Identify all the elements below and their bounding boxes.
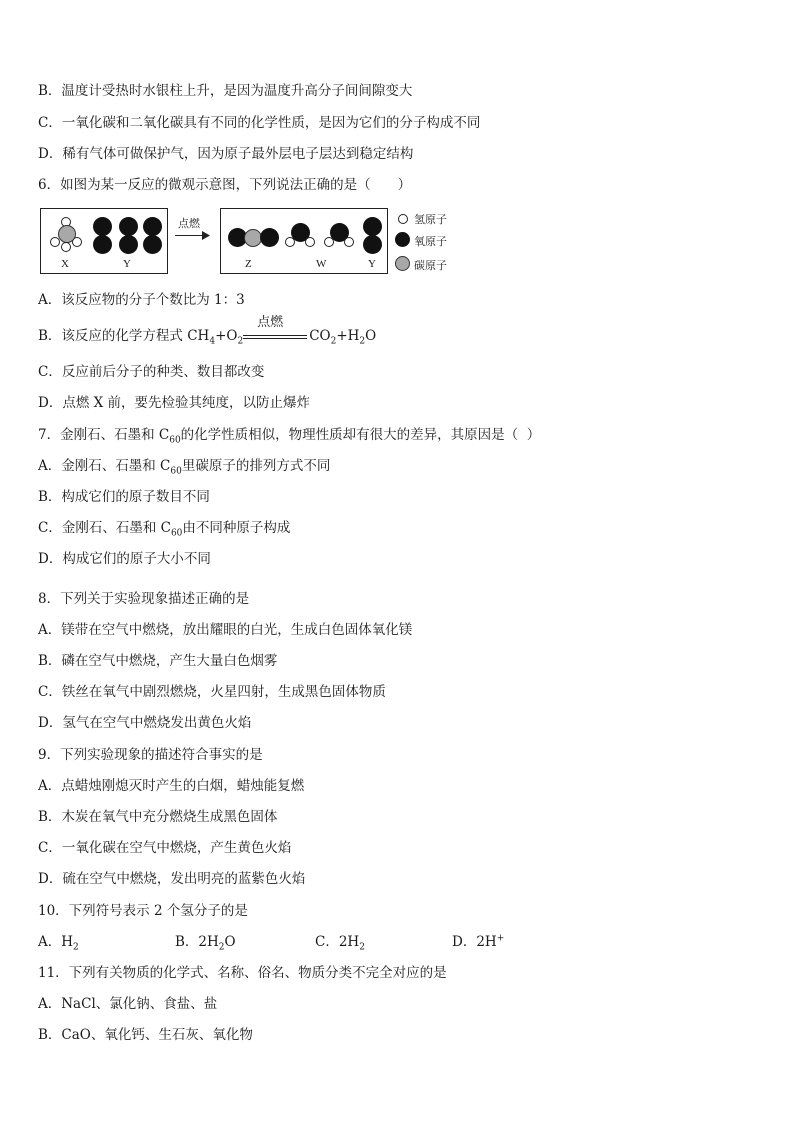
q10-option-a: A．$H_2$	[38, 934, 79, 953]
oxygen-atom	[363, 217, 382, 236]
hydrogen-atom	[285, 237, 295, 247]
oxygen-atom	[93, 217, 112, 236]
q11-option-b: B．CaO、氧化钙、生石灰、氧化物	[38, 1027, 253, 1043]
label-z: Z	[245, 258, 252, 270]
q6-option-c: C．反应前后分子的种类、数目都改变	[38, 364, 265, 380]
q11-option-a: A．NaCl、氯化钠、食盐、盐	[38, 996, 218, 1012]
legend-carbon: 碳原子	[414, 259, 447, 272]
q8-option-b: B．磷在空气中燃烧，产生大量白色烟雾	[38, 653, 278, 669]
label-y-product: Y	[368, 258, 376, 270]
q6-stem: 6．如图为某一反应的微观示意图，下列说法正确的是（ ）	[38, 177, 412, 193]
q6-option-a: A．该反应物的分子个数比为 1：3	[38, 292, 245, 308]
q9-stem: 9．下列实验现象的描述符合事实的是	[38, 747, 263, 763]
q7-option-c: C．金刚石、石墨和 $C_{60}$由不同种原子构成	[38, 520, 291, 539]
q9-option-a: A．点蜡烛刚熄灭时产生的白烟，蜡烛能复燃	[38, 778, 305, 794]
legend-oxygen-icon	[395, 232, 410, 247]
q6-option-d: D．点燃 X 前，要先检验其纯度，以防止爆炸	[38, 395, 311, 411]
q8-option-d: D．氢气在空气中燃烧发出黄色火焰	[38, 715, 252, 731]
oxygen-atom	[119, 217, 138, 236]
q6-option-b: B．该反应的化学方程式 $CH_4+O_2$ 点燃 $CO_2+H_2O$	[38, 314, 377, 347]
q7-option-d: D．构成它们的原子大小不同	[38, 551, 211, 567]
oxygen-atom	[260, 228, 279, 247]
oxygen-atom	[363, 235, 382, 254]
label-y: Y	[123, 258, 131, 270]
legend-oxygen: 氧原子	[414, 235, 447, 248]
q9-option-d: D．硫在空气中燃烧，发出明亮的蓝紫色火焰	[38, 871, 306, 887]
legend-carbon-icon	[395, 256, 410, 271]
reaction-condition-arrow	[243, 314, 309, 344]
oxygen-atom	[143, 217, 162, 236]
arrow-condition: 点燃	[178, 217, 200, 230]
q7-stem: 7．金刚石、石墨和 $C_{60}$的化学性质相似，物理性质却有很大的差异，其原因是（ ）	[38, 427, 541, 446]
q8-option-c: C．铁丝在氧气中剧烈燃烧，火星四射，生成黑色固体物质	[38, 684, 386, 700]
hydrogen-atom	[344, 237, 354, 247]
q8-option-a: A．镁带在空气中燃烧，放出耀眼的白光，生成白色固体氧化镁	[38, 622, 413, 638]
q11-stem: 11．下列有关物质的化学式、名称、俗名、物质分类不完全对应的是	[38, 965, 447, 981]
products-box	[220, 208, 388, 274]
q10-option-c: C．$2H_2$	[315, 934, 365, 953]
oxygen-atom	[119, 235, 138, 254]
carbon-atom	[58, 225, 76, 243]
q10-option-d: D．2H+	[452, 933, 505, 950]
oxygen-atom	[143, 235, 162, 254]
legend-hydrogen: 氢原子	[414, 213, 447, 226]
reactants-box	[40, 208, 168, 274]
arrow-head-icon	[202, 231, 210, 240]
condition-text: 点燃	[257, 314, 284, 330]
q5-option-b: B．温度计受热时水银柱上升，是因为温度升高分子间间隙变大	[38, 83, 413, 99]
label-x: X	[61, 258, 69, 270]
hydrogen-atom	[324, 237, 334, 247]
hydrogen-atom	[305, 237, 315, 247]
q7-option-b: B．构成它们的原子数目不同	[38, 489, 210, 505]
q7-option-a: A．金刚石、石墨和 $C_{60}$里碳原子的排列方式不同	[38, 458, 331, 477]
reaction-diagram	[38, 205, 468, 277]
q5-option-c: C．一氧化碳和二氧化碳具有不同的化学性质，是因为它们的分子构成不同	[38, 115, 481, 131]
q8-stem: 8．下列关于实验现象描述正确的是	[38, 591, 250, 607]
q10-option-b: B．$2H_2O$	[175, 934, 236, 953]
oxygen-atom	[93, 235, 112, 254]
q9-option-c: C．一氧化碳在空气中燃烧，产生黄色火焰	[38, 840, 292, 856]
hydrogen-atom	[61, 242, 71, 252]
q10-stem: 10．下列符号表示 2 个氢分子的是	[38, 903, 248, 919]
q5-option-d: D．稀有气体可做保护气，因为原子最外层电子层达到稳定结构	[38, 146, 414, 162]
q9-option-b: B．木炭在氧气中充分燃烧生成黑色固体	[38, 809, 278, 825]
label-w: W	[316, 258, 327, 270]
legend-hydrogen-icon	[398, 214, 408, 224]
equals-line	[243, 335, 307, 339]
